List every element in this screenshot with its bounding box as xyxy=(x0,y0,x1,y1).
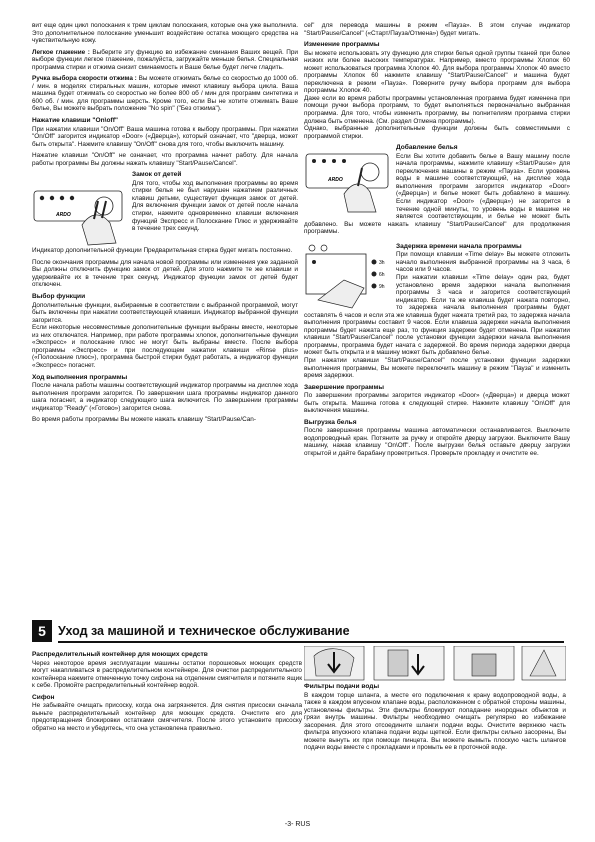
paragraph: Для того, чтобы ход выполнения программы во время стирки белья не был нарушен нажатием различных клавиш детьми, существует функция замок от детей. Для включения функции замок от детей после начала стирки, нажмите одновременно клавиши включения функций Экспресс и Полоскание Плюс и удерживайте в течение трех секунд. xyxy=(132,179,298,233)
maintenance-left xyxy=(32,648,302,736)
section-number: 5 xyxy=(32,620,52,642)
add-laundry-illustration xyxy=(304,144,390,214)
paragraph: Вы можете использовать эту функцию для стирки белья одной группы тканей при более низких или более высоких температурах. Например, вместо программы Хлопок 60 может использоваться программа Хлопок 40. Для выбора программы Хлопок 40 вместо программы Хлопок 60 нажмите клавишу "Start/Pause/Cancel" и машина будет переключена в режим «Пауза». Поверните ручку выбора программ для выбора программы Хлопок 40. xyxy=(304,49,570,95)
paragraph: После завершения программы машина автоматически останавливается. Выключите водопроводный кран. Потяните за ручку и откройте дверцу загрузки. Выключите Вашу машину, нажав клавишу "On\Off". После выгрузки белья оставьте дверцу загрузки открытой и дайте барабану проветриться. Проверьте прокладку и очистите ее. xyxy=(304,427,570,457)
delay-heading: Задержка времени начала программы xyxy=(396,242,522,250)
right-column xyxy=(304,22,570,462)
paragraph: При нажатии клавиши "On/Off" Ваша машина готова к выбору программы. При нажатии "On/Off" загорится индикатор «Door» («Дверца»), который означает, что "дверца, может быть открыта". Нажмите клавишу "On/Off" снова для того, чтобы выключить машину. xyxy=(32,125,298,148)
filter-illustrations xyxy=(304,646,566,682)
page-number: -3- RUS xyxy=(284,821,311,828)
time-delay-illustration xyxy=(304,240,390,310)
child-lock-illustration xyxy=(32,173,126,247)
delay-label-3h: 3h xyxy=(379,259,385,266)
section-header xyxy=(32,620,564,642)
paragraph: После начала работы машины соответствующий индикатор программы на дисплее хода выполнения программ загорится. По завершении шага программы индикатор данного шага погаснет, а индикатор следующего шага включится. По завершении программы индикатор "Ready" («Готово») загорится снова. xyxy=(32,382,298,412)
delay-label-6h: 6h xyxy=(379,271,385,278)
paragraph: Даже если во время работы программы установленная программа будет изменена при помощи ручки выбора программ, то будет выполняться первоначально выбранная программа. Для того, чтобы изменить программу, вы полнителиям программа стирки должна быть отменена. (См. раздел Отмена программы). xyxy=(304,94,570,125)
paragraph: Нажатие клавиши "On/Off" не означает, что программа начнет работу. Для начала работы программы Вы должны нажать клавишу "Start/Pause/Cancel". xyxy=(32,152,298,167)
paragraph: Не забывайте очищать присоску, когда она загрязняется. Для снятия присоски сначала выньте распределительный контейнер для моющих средств. Очистите его для предотвращения блокировки остатками смягчителя. После этого установите присоску обратно на место и убедитесь, что она установлена правильно. xyxy=(32,702,302,732)
paragraph: При нажатии клавиши "Start/Pause/Cancel" после установки функции задержки выполнения программы, Вы можете переключить машину в режим "Пауза" и изменить время задержки. xyxy=(304,356,570,380)
finish-heading: Завершение программы xyxy=(304,383,385,391)
unload-heading: Выгрузка белья xyxy=(304,418,357,426)
paragraph xyxy=(32,75,298,113)
childlock-heading: Замок от детей xyxy=(132,171,182,179)
delay-label-9h: 9h xyxy=(379,283,385,290)
extras-heading: Выбор функции xyxy=(32,293,86,301)
paragraph: По завершении программы загорится индикатор «Door» («Дверца») и дверца может быть открыта. Машина готова к следующей стирке. Нажмите клавишу "On\Off" для выключения машины. xyxy=(304,392,570,415)
brand-logo: ARDO xyxy=(56,212,71,219)
onoff-heading: Нажатие клавиши "On\off" xyxy=(32,117,119,125)
paragraph: Однако, выбранные дополнительные функции должны быть совместимыми с программой стирки. xyxy=(304,125,570,140)
indicator-6h xyxy=(372,271,377,276)
paragraph xyxy=(32,49,298,72)
add-laundry-heading: Добавление белья xyxy=(396,144,458,152)
maintenance-right xyxy=(304,680,566,756)
paragraph: В каждом торце шланга, а месте его подключения к крану водопроводной воды, а также в каждом впускном клапане воды, расположенном с обратной стороны машины, установлены фильтры. Эти фильтры блокируют попадание инородных объектов и грязи внутрь машины. Фильтры необходимо очищать регулярно во избежание засорения. Для этого отсоедините шланги подачи воды. Очистите верхнюю часть фильтра впускного клапана подачи воды щеткой. Если фильтры сильно засорены, Вы можете вынуть их при помощи пинцета. Вы можете вымыть плоскую часть шлангов подачи воды вместе с прокладками и промыть ее в проточной воде. xyxy=(304,691,566,752)
paragraph: После окончания программы для начала новой программы или изменения уже заданной Вы должны отключить функцию замок от детей. Для этого нажмите те же клавиши и удерживайте их в течение трех секунд. Индикатор функции замок от детей будет отключен. xyxy=(32,258,298,289)
indicator-3h xyxy=(372,259,377,264)
change-heading: Изменение программы xyxy=(304,41,380,49)
paragraph: При нажатии клавиши «Time delay» один раз, будет установлено время задержки начала выполнения программы 3 часа и загорится соответствующий индикатор. Если та же клавиша будет нажата повторно, то задержка начала выполнения программы будет составлять 6 часов и если эта же клавиша будет нажата третий раз, то задержка начала выполнения программы составит 9 часов. Если клавиша задержки начала выполнения программы будет нажата еще раз, то функция задержки будет отменена. При нажатии клавиши "Start/Pause/Cancel" после установки функции задержки начала выполнения программы, программа будет начата с задержкой. Во время периода задержки дверца может быть открыта и в машину может быть добавлено белье. xyxy=(304,273,570,357)
light-ironing-text: Выберите эту функцию во избежание сминания Ваших вещей. При выборе функции легкое глажение, пожалуйста, загружайте меньше белья. Специальная программа стирки и отжима снизит сминаемость и Ваше белье будет легче гладить. xyxy=(32,48,298,71)
brand-logo: ARDO xyxy=(328,177,343,184)
paragraph: Через некоторое время эксплуатации машины остатки порошковых моющих средств могут накапливаться в распределительном контейнере. Для очистки распределительного контейнера нажмите отмеченную точку сифона на отделении смягчителя и потяните ящик к себе. Промойте распределительный контейнер водой. xyxy=(32,659,302,690)
section-title: Уход за машиной и техническое обслуживание xyxy=(58,624,350,638)
progress-heading: Ход выполнения программы xyxy=(32,373,128,381)
filter-figures xyxy=(304,646,566,682)
paragraph: Индикатор дополнительной функции Предварительная стирка будет мигать постоянно. xyxy=(32,247,293,255)
section-rule xyxy=(58,641,564,643)
spin-text: Вы можете отжимать белье со скоростью до 1000 об. / мин. в моделях стиральных машин, которые имеют клавишу выбора цикла. Ваша машина будет отжимать со скоростью не более 800 об / мин для программ синтетика и 600 об. / мин. для программы шерсть. Кроме того, если Вы не хотите отжимать Ваше белье, Вы можете выбрать положение "No spin" ("Без отжима"). xyxy=(32,75,298,113)
paragraph: Если Вы хотите добавить белье в Вашу машину после начала программы, нажмите клавишу «Start/Pause» для переключения машины в режим «Пауза». Если уровень воды в машине соответствующий, на дисплее хода выполнения программ загорится индикатор «Door» («Дверца») и белье может быть добавлено в машину. Если индикатор «Door» («Дверца») не загорится в течение одной минуты, то уровень воды в машине не является соответствующим, и белье не может быть добавлено. Вы можете нажать клавишу "Start/Pause/Cancel" для продолжения программы. xyxy=(304,152,570,236)
spin-title: Ручка выбора скорости отжима : xyxy=(32,75,137,83)
add-laundry-figure xyxy=(304,144,390,214)
light-ironing-title: Легкое глажение : xyxy=(32,48,90,56)
indicator-9h xyxy=(372,283,377,288)
dispenser-heading: Распределительный контейнер для моющих средств xyxy=(32,651,208,658)
control-panel-figure xyxy=(32,173,126,247)
paragraph: При помощи клавиши «Time delay» Вы можете отложить начало выполнения выбранной программы на 3 часа, 6 часов или 9 часов. xyxy=(396,251,570,274)
paragraph: вит еще один цикл полоскания к трем циклам полоскания, которые она уже выполнила. Это дополнительное полоскание уменьшит воздействие остатка моющего средства на чувствительную кожу. xyxy=(32,22,298,45)
time-delay-figure xyxy=(304,240,390,310)
siphon-heading: Сифон xyxy=(32,693,55,701)
paragraph: Если некоторые несовместимые дополнительные функции выбраны вместе, некоторые из них отключатся. Например, при работе программы хлопок, дополнительные функции «Экспресс» и полоскание плюс не могут быть выбраны вместе. После выбора программы «Экспресс» и при последующем нажатии клавиши «Rinse plus» («Полоскание плюс»), программа быстрой стирки будет работать, а индикатор функции «Экспресс» погаснет. xyxy=(32,324,298,369)
paragraph: Дополнительные функции, выбираемые в соответствии с выбранной программой, могут быть включены при нажатии соответствующей клавиши. Индикатор выбранной функции загорится. xyxy=(32,301,298,324)
filters-heading: Фильтры подачи воды xyxy=(304,683,380,690)
paragraph: Во время работы программы Вы можете нажать клавишу "Start/Pause/Can- xyxy=(32,416,256,424)
paragraph: cel" для перевода машины в режим «Пауза». В этом случае индикатор "Start/Pause/Cancel" («Старт/Пауза/Отмена») будет мигать. xyxy=(304,22,570,37)
left-column xyxy=(32,22,298,428)
